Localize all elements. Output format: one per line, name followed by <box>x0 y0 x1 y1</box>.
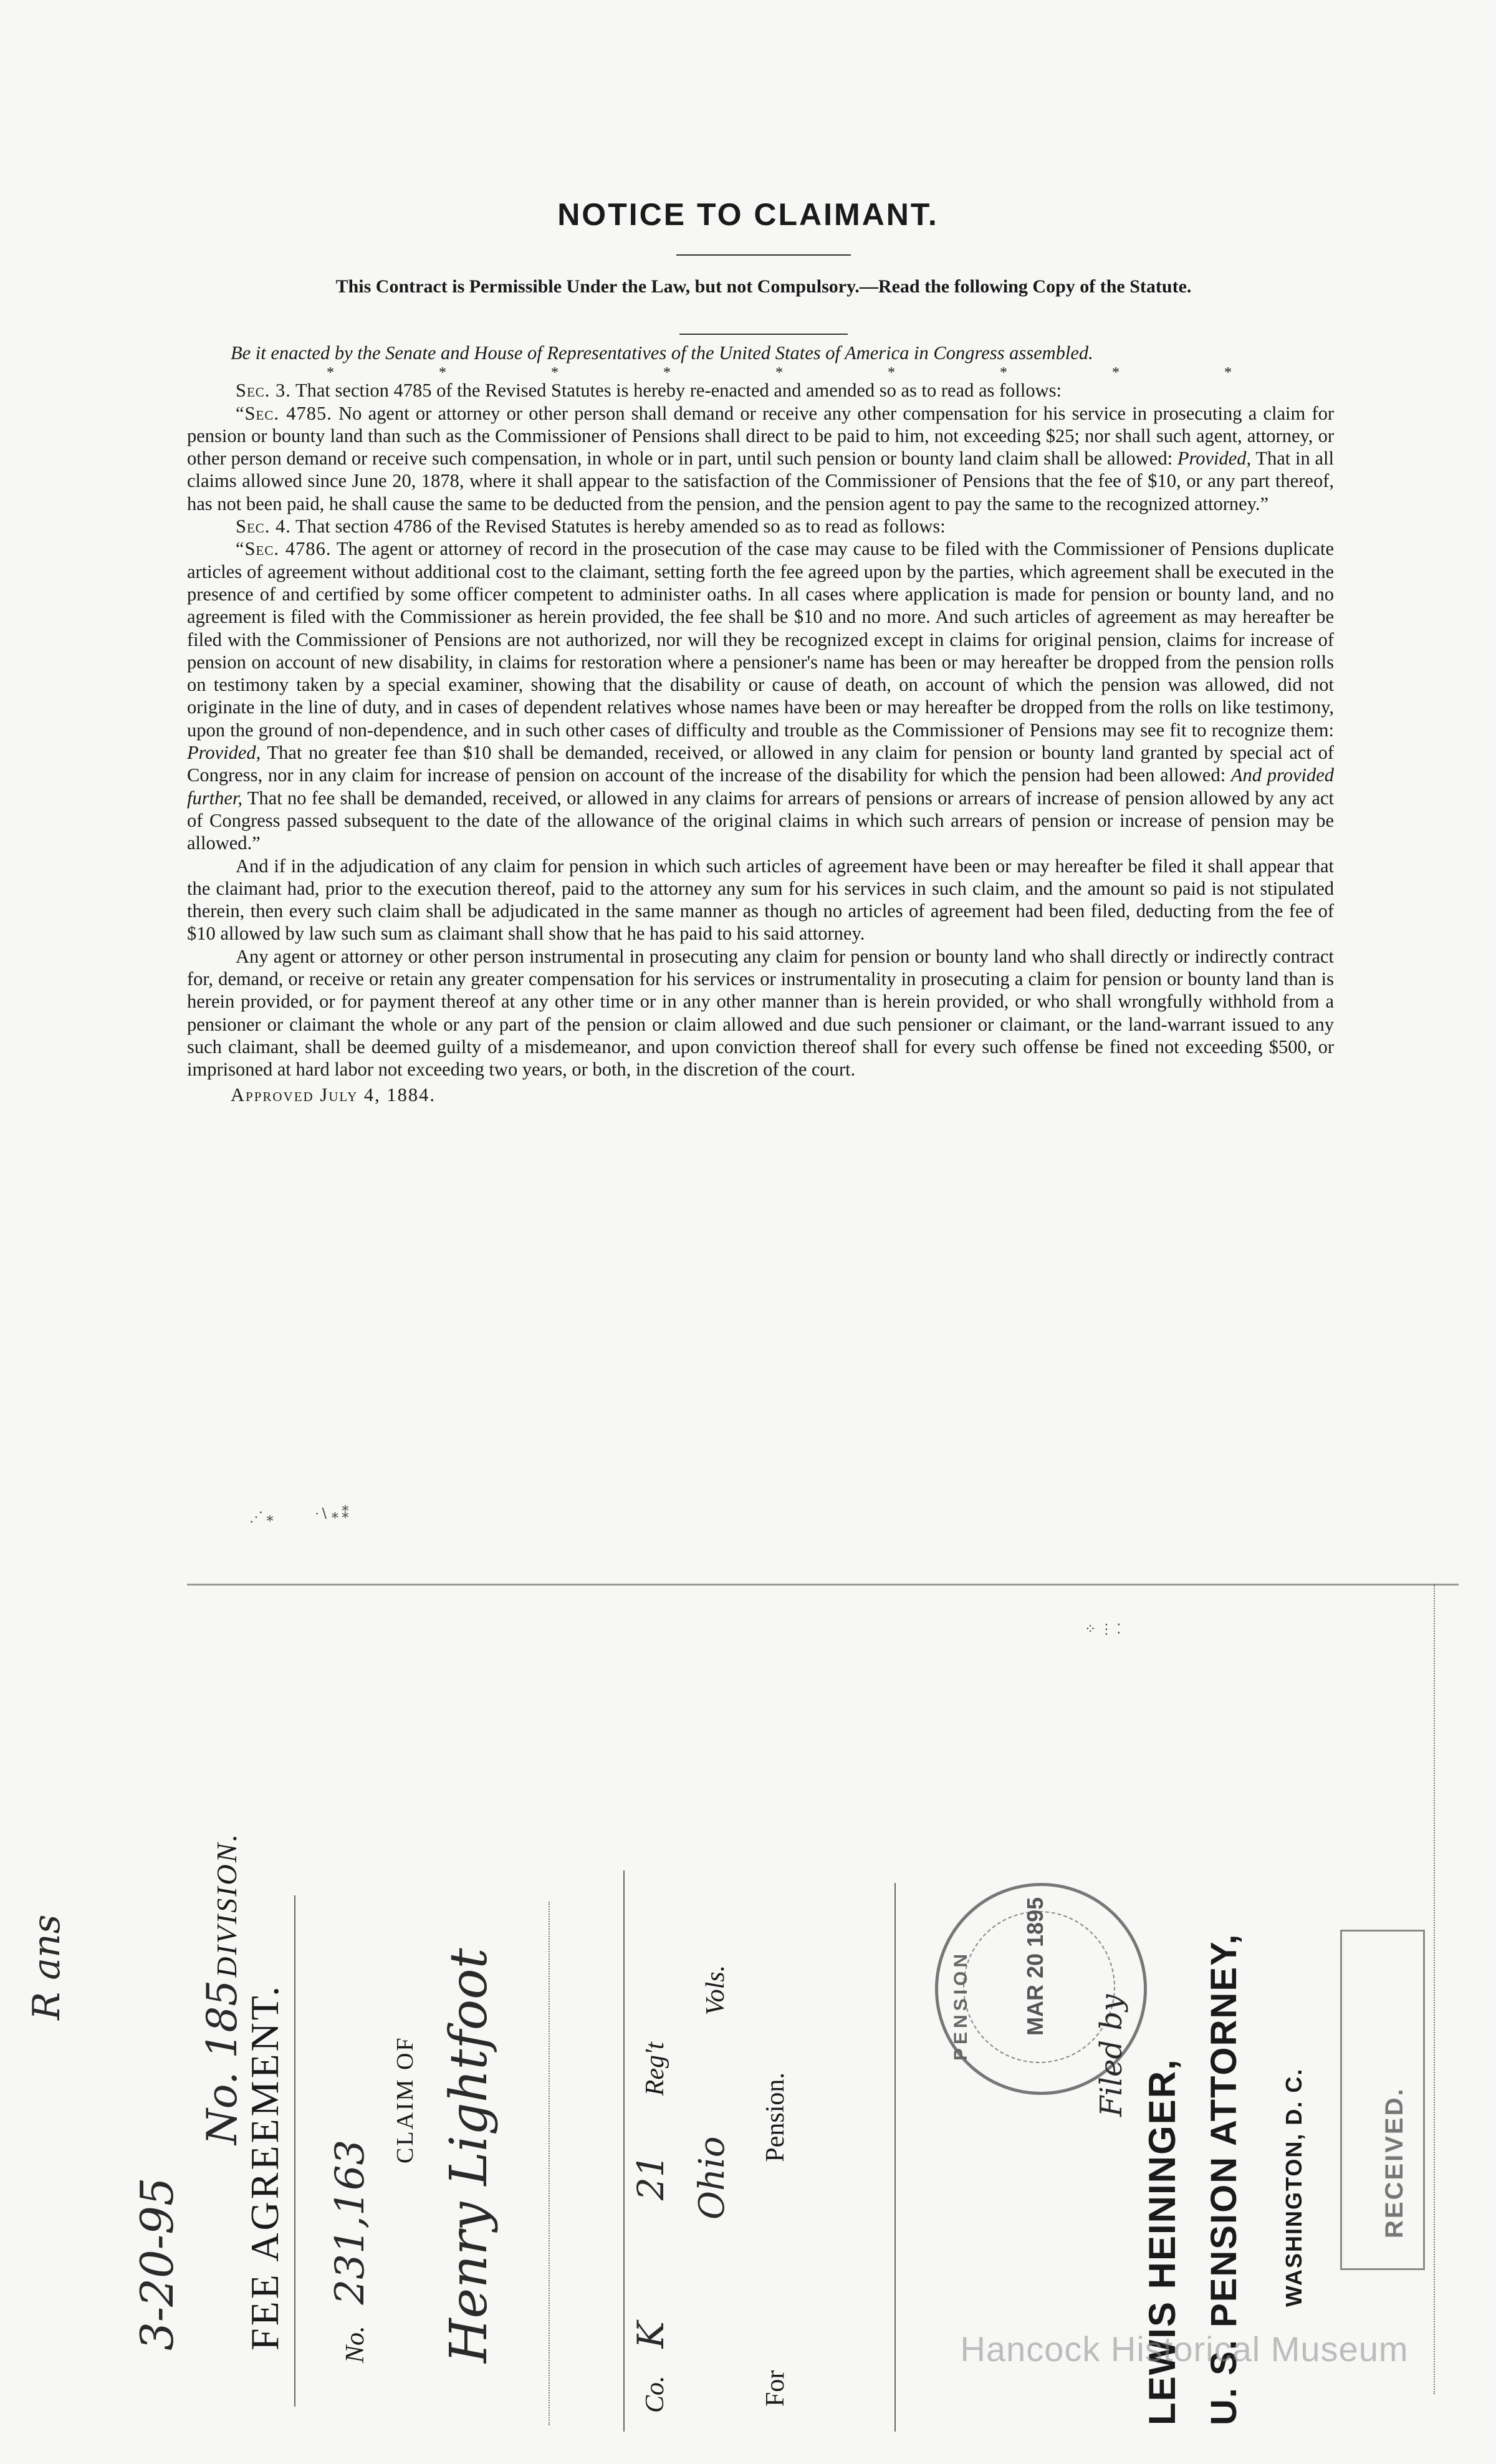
section-4785-text2: That in all claims allowed since June 20, 1878, where it shall appear to the satisfaction of the Commissioner of Pensions that the fee of $10, or any part thereof, has not been paid, he shall cause the same to be deducted from the pension, and the pension agent to pay the same to the recognized attorney.” <box>187 448 1335 514</box>
for-label: For <box>761 2370 790 2407</box>
notice-title: NOTICE TO CLAIMANT. <box>557 197 939 232</box>
section-3 <box>187 379 1334 402</box>
section-4-label: Sec. 4. <box>236 516 291 537</box>
section-3-label: Sec. 3. <box>236 380 291 402</box>
star: * <box>327 365 334 382</box>
star: * <box>888 365 895 382</box>
attorney-city: WASHINGTON, D. C. <box>1281 2067 1307 2307</box>
margin-date: 3-20-95 <box>131 2177 183 2351</box>
section-4785 <box>187 402 1334 515</box>
statute-text <box>187 342 1334 1106</box>
section-4786-text2: That no greater fee than $10 shall be demanded, received, or allowed in any claim for pension or bounty land granted by special act of Congress, nor in any claim for increase of pension on account of the increase of the disability for which the pension had been allowed: <box>187 742 1335 786</box>
attorney-title: U. S. PENSION ATTORNEY, <box>1204 1933 1244 2425</box>
section-4785-text: No agent or attorney or other person shall demand or receive any other compensation for his service in prosecuting a claim for pension or bounty land than such as the Commissioner of Pensions shall direct to be paid to him, not exceeding $25; nor shall such agent, attorney, or other person demand or receive such compensation, in whole or in part, until such pension or bounty land claim shall be allowed: <box>187 402 1335 469</box>
section-4785-label: “Sec. 4785. <box>236 402 332 424</box>
certificate-number: 231,163 <box>327 2139 373 2305</box>
column-rule <box>623 1870 625 2432</box>
certificate-line <box>327 2140 373 2363</box>
state-value: Ohio <box>692 2136 732 2220</box>
filed-by-label: Filed by <box>1094 1994 1129 2117</box>
museum-watermark: Hancock Historical Museum <box>960 2329 1409 2369</box>
star: * <box>1000 365 1007 382</box>
notice-subtitle: This Contract is Permissible Under the Law, but not Compulsory.—Read the following Copy of the Statute. <box>335 276 1192 297</box>
regiment-label: Reg't <box>641 2042 669 2096</box>
company-value: K <box>630 2321 672 2349</box>
star: * <box>663 365 671 382</box>
dotted-rule <box>1434 1584 1435 2394</box>
adjudication-paragraph: And if in the adjudication of any claim for pension in which such articles of agreement have been or may hereafter be filed it shall appear that the claimant had, prior to the execution thereof, paid to the attorney any sum for his services in such claim, and the amount so paid is not stipulated therein, then every such claim shall be adjudicated in the same manner as though no articles of agreement had been filed, deducting from the fee of $10 allowed by law such sum as claimant shall show that he has paid to his said attorney. <box>187 855 1334 945</box>
margin-note: R ans <box>25 1914 69 2020</box>
star: * <box>1224 365 1232 382</box>
title-rule <box>676 254 851 256</box>
scan-speck: ⋰ ⁎ <box>249 1509 274 1524</box>
section-4786-text: The agent or attorney of record in the prosecution of the case may cause to be filed with the Commissioner of Pensions duplicate articles of agreement without additional cost to the claimant, setting forth the fee agreed upon by the parties, which agreement shall be executed in the presence of and certified by some officer competent to administer oaths. In all cases where application is made for pension or bounty land, and no agreement is filed with the Commissioner as herein provided, the fee shall be $10 and no more. And such articles of agreement as may hereafter be filed with the Commissioner of Pensions are not authorized, nor will they be recognized except in claims for original pension, claims for increase of pension on account of new disability, in claims for restoration where a pensioner's name has been or may hereafter be dropped from the pension rolls on testimony taken by a special examiner, showing that the disability or cause of death, on account of which the pension was allowed, did not originate in the line of duty, and in cases of dependent relatives whose names have been or may hereafter be dropped from the rolls on like testimony, upon the ground of non-dependence, and in such other cases of difficulty and trouble as the Commissioner of Pensions may see fit to recognize them: <box>187 538 1334 741</box>
pension-line <box>760 2072 790 2407</box>
scan-speck: ·∖ ⁎ ⁑ <box>315 1506 349 1521</box>
penalty-paragraph: Any agent or attorney or other person instrumental in prosecuting any claim for pension or bounty land who shall directly or indirectly contract for, demand, or receive or retain any greater compensation for his services or instrumentality in prosecuting a claim for pension or bounty land than is herein provided, or for payment thereof at any other time or in any other manner than is herein provided, or who shall wrongfully withhold from a pensioner or claimant the whole or any part of the pension or claim allowed and due such pensioner or claimant, or the land-warrant issued to any such claimant, shall be deemed guilty of a misdemeanor, and upon conviction thereof shall for every such offense be fined not exceeding $500, or imprisoned at hard labor not exceeding two years, or both, in the discretion of the court. <box>187 945 1334 1080</box>
section-4786-provided: Provided, <box>187 742 261 764</box>
section-4786 <box>187 537 1334 854</box>
endorsement-panel <box>187 1584 1459 2446</box>
pension-label: Pension. <box>761 2072 790 2162</box>
omission-stars <box>274 362 1284 382</box>
section-4786-text3: That no fee shall be demanded, received, or allowed in any claims for arrears of pensions or arrears of increase of pension allowed by any act of Congress passed subsequent to the date of the allowance of the original claims in which such arrears of pension or increase of pension may be allowed.” <box>187 787 1334 854</box>
vols-label: Vols. <box>701 1965 730 2016</box>
certificate-label: No. <box>341 2326 370 2363</box>
fee-agreement-title: FEE AGREEMENT. <box>242 1983 287 2351</box>
regiment-value: 21 <box>630 2154 672 2201</box>
company-label: Co. <box>641 2375 669 2413</box>
column-rule <box>294 1895 295 2407</box>
division-label: DIVISION. <box>211 1832 242 1978</box>
star: * <box>551 365 559 382</box>
attorney-name: LEWIS HEININGER, <box>1141 2058 1183 2425</box>
division-line <box>198 1832 246 2145</box>
section-4786-further: And provided further, <box>187 764 1334 809</box>
state-line <box>692 1965 732 2220</box>
section-4-text: That section 4786 of the Revised Statutes is hereby amended so as to read as follows: <box>295 516 946 537</box>
dotted-rule <box>549 1902 550 2425</box>
stamp-date: MAR 20 1895 <box>1022 1897 1048 2036</box>
division-handwritten: No. 185 <box>198 1980 246 2145</box>
section-4 <box>187 515 1334 537</box>
claim-of-label: CLAIM OF <box>392 2036 418 2163</box>
enactment-clause: Be it enacted by the Senate and House of Representatives of the United States of America in Congress assembled. <box>231 342 1093 363</box>
stamp-text: PENSION <box>951 1950 971 2061</box>
star: * <box>775 365 783 382</box>
claimant-name: Henry Lightfoot <box>439 1948 499 2363</box>
company-line <box>630 2042 672 2413</box>
received-stamp: RECEIVED. <box>1381 2087 1408 2238</box>
star: * <box>1112 365 1120 382</box>
scan-speck: ⁘ ⋮ ⁚ <box>1085 1621 1121 1637</box>
column-rule <box>894 1883 896 2432</box>
star: * <box>439 365 446 382</box>
section-4786-label: “Sec. 4786. <box>236 538 332 560</box>
subtitle-rule <box>679 334 848 335</box>
section-4785-provided: Provided, <box>1177 448 1252 469</box>
section-3-text: That section 4785 of the Revised Statutes is hereby re-enacted and amended so as to read as follows: <box>295 380 1062 402</box>
approved-date: Approved July 4, 1884. <box>231 1084 436 1105</box>
